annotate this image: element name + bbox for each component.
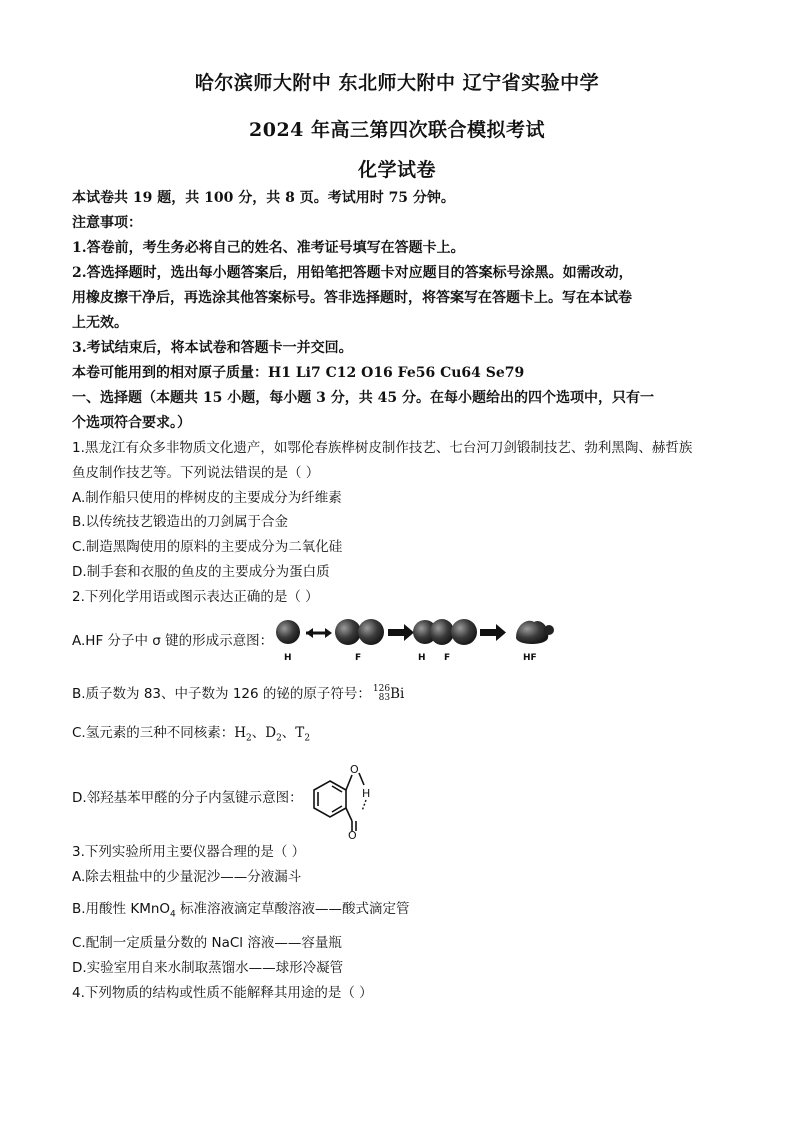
notice-2-line3: 上无效。	[72, 315, 128, 331]
benzene-ring	[314, 781, 346, 817]
c-o-bond	[346, 775, 352, 790]
notice-3: 3.考试结束后，将本试卷和答题卡一并交回。	[72, 340, 353, 356]
atomic-masses: 本卷可能用到的相对原子质量：H1 Li7 C12 O16 Fe56 Cu64 Se79	[72, 365, 525, 381]
c-cho-bond	[346, 808, 352, 821]
notice-1: 1.答卷前，考生务必将自己的姓名、准考证号填写在答题卡上。	[72, 240, 465, 256]
q1-option-b: B.以传统技艺锻造出的刀剑属于合金	[72, 514, 289, 530]
arrow-icon	[388, 624, 414, 641]
label-h-2: H	[418, 653, 426, 663]
q4-stem: 4.下列物质的结构或性质不能解释其用途的是（ ）	[72, 985, 373, 1001]
label-hf: HF	[523, 653, 537, 663]
q2-option-a: A.HF 分子中 σ 键的形成示意图：	[72, 633, 274, 649]
q3-option-a: A.除去粗盐中的少量泥沙——分液漏斗	[72, 869, 302, 885]
o-h-bond	[359, 773, 364, 785]
schools-title: 哈尔滨师大附中 东北师大附中 辽宁省实验中学	[194, 72, 600, 94]
q1-option-d: D.制手套和衣服的鱼皮的主要成分为蛋白质	[72, 564, 330, 580]
q1-option-c: C.制造黑陶使用的原料的主要成分为二氧化硅	[72, 539, 343, 555]
label-oxygen-hydroxyl: O	[350, 763, 359, 776]
q2-stem: 2.下列化学用语或图示表达正确的是（ ）	[72, 589, 319, 605]
q2-option-b-text: B.质子数为 83、中子数为 126 的铋的原子符号：	[72, 686, 371, 702]
h-s-orbital	[276, 620, 300, 644]
q1-stem-line1: 1.黑龙江有众多非物质文化遗产，如鄂伦春族桦树皮制作技艺、七台河刀剑锻制技艺、勃利黑陶、赫哲族	[72, 440, 693, 456]
hydrogen-bond-dashed	[362, 800, 366, 811]
label-h-1: H	[284, 653, 292, 663]
label-f-1: F	[355, 653, 362, 663]
q2-option-b	[72, 684, 722, 704]
q3-option-b: B.用酸性 KMnO$_4$ 标准溶液滴定草酸溶液——酸式滴定管	[72, 901, 410, 920]
q1-option-a: A.制作船只使用的桦树皮的主要成分为纤维素	[72, 490, 342, 506]
arrow-icon	[306, 628, 332, 638]
q2-option-d: D.邻羟基苯甲醛的分子内氢键示意图：	[72, 790, 303, 806]
isotope-t: $T_2$	[295, 725, 311, 744]
q2-option-c-text: C.氢元素的三种不同核素：	[72, 725, 235, 741]
notice-2-line1: 2.答选择题时，选出每小题答案后，用铅笔把答题卡对应题目的答案标号涂黑。如需改动，	[72, 265, 633, 281]
exam-summary: 本试卷共 19 题，共 100 分，共 8 页。考试用时 75 分钟。	[72, 190, 455, 206]
q1-stem-line2: 鱼皮制作技艺等。下列说法错误的是（ ）	[72, 465, 320, 481]
isotope-h: $H_2$	[234, 725, 252, 744]
hf-sigma-orbital	[516, 621, 554, 644]
f-p-orbital	[335, 619, 384, 645]
h-f-overlap-orbital	[413, 619, 477, 645]
atomic-number: 83	[378, 693, 391, 703]
notice-title: 注意事项：	[72, 215, 142, 231]
label-oxygen-carbonyl: O	[348, 829, 357, 839]
arrow-icon	[480, 624, 506, 641]
notice-2-line2: 用橡皮擦干净后，再选涂其他答案标号。答非选择题时，将答案写在答题卡上。写在本试卷	[72, 290, 632, 306]
salicylaldehyde-hydrogen-bond-diagram	[304, 755, 388, 839]
exam-title: 2024 年高三第四次联合模拟考试	[249, 119, 545, 141]
hf-sigma-bond-diagram	[272, 616, 554, 666]
section1-heading-line2: 个选项符合要求。）	[72, 415, 191, 431]
mass-number: 126	[372, 684, 391, 694]
element-symbol: Bi	[390, 686, 405, 702]
section1-heading-line1: 一、选择题（本题共 15 小题，每小题 3 分，共 45 分。在每小题给出的四个选项中，只有一	[72, 390, 654, 406]
subject-title: 化学试卷	[357, 159, 436, 181]
label-f-2: F	[444, 653, 451, 663]
q2-option-c: C.氢元素的三种不同核素：$H_2$、$D_2$、$T_2$	[72, 725, 311, 744]
q3-stem: 3.下列实验所用主要仪器合理的是（ ）	[72, 844, 306, 860]
isotope-d: $D_2$	[265, 725, 282, 744]
q3-option-d: D.实验室用自来水制取蒸馏水——球形冷凝管	[72, 960, 344, 976]
nuclide-numbers	[373, 685, 390, 703]
label-hydrogen: H	[362, 787, 371, 800]
q3-option-c: C.配制一定质量分数的 NaCl 溶液——容量瓶	[72, 935, 342, 951]
